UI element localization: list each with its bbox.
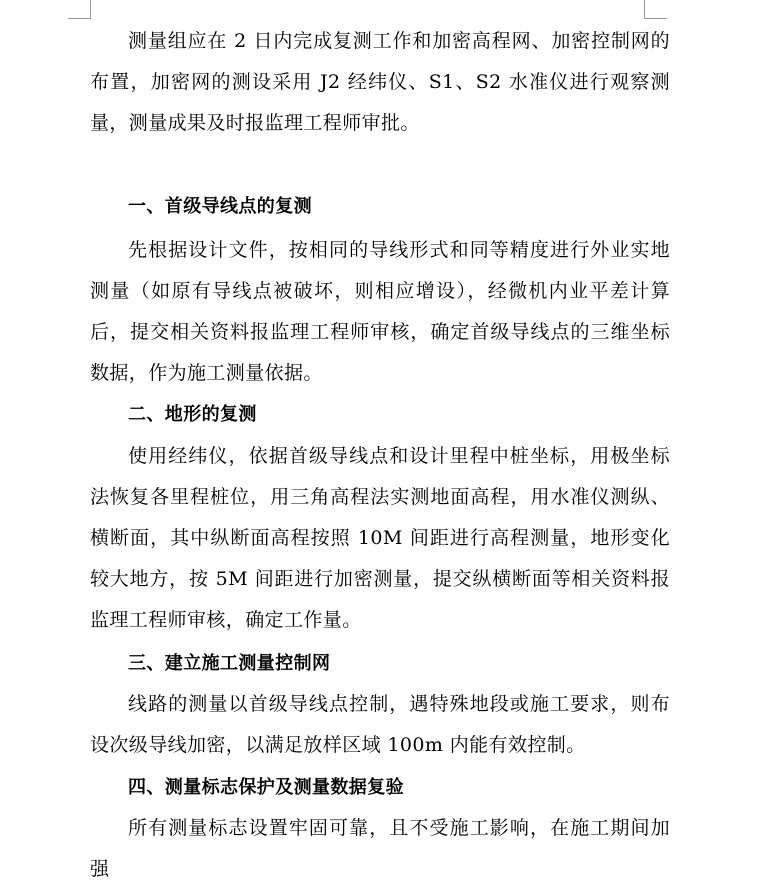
section-heading-4: 四、测量标志保护及测量数据复验 <box>128 777 404 798</box>
margin-corner-mark-right <box>644 0 667 19</box>
margin-corner-mark-left <box>68 0 91 19</box>
section2-paragraph: 使用经纬仪，依据首级导线点和设计里程中桩坐标，用极坐标法恢复各里程桩位，用三角高程法实测地面高程，用水准仪测纵、横断面，其中纵断面高程按照 10M 间距进行高程测量，地形变化较大地方，按 5M 间距进行加密测量，提交纵横断面等相关资料报监理工程师审核，确定工作量。 <box>90 445 670 631</box>
section3-paragraph: 线路的测量以首级导线点控制，遇特殊地段或施工要求，则布设次级导线加密，以满足放样区域 100m 内能有效控制。 <box>90 693 670 756</box>
section-heading-3: 三、建立施工测量控制网 <box>128 653 331 674</box>
section4-paragraph: 所有测量标志设置牢固可靠，且不受施工影响，在施工期间加强 <box>90 817 670 880</box>
section-heading-2: 二、地形的复测 <box>128 404 257 425</box>
section1-paragraph: 先根据设计文件，按相同的导线形式和同等精度进行外业实地测量（如原有导线点被破坏，则相应增设），经微机内业平差计算后，提交相关资料报监理工程师审核，确定首级导线点的三维坐标数据，作为施工测量依据。 <box>90 239 670 384</box>
section-heading-1: 一、首级导线点的复测 <box>128 196 312 217</box>
intro-paragraph: 测量组应在 2 日内完成复测工作和加密高程网、加密控制网的布置，加密网的测设采用 J2 经纬仪、S1、S2 水准仪进行观察测量，测量成果及时报监理工程师审批。 <box>90 30 670 134</box>
